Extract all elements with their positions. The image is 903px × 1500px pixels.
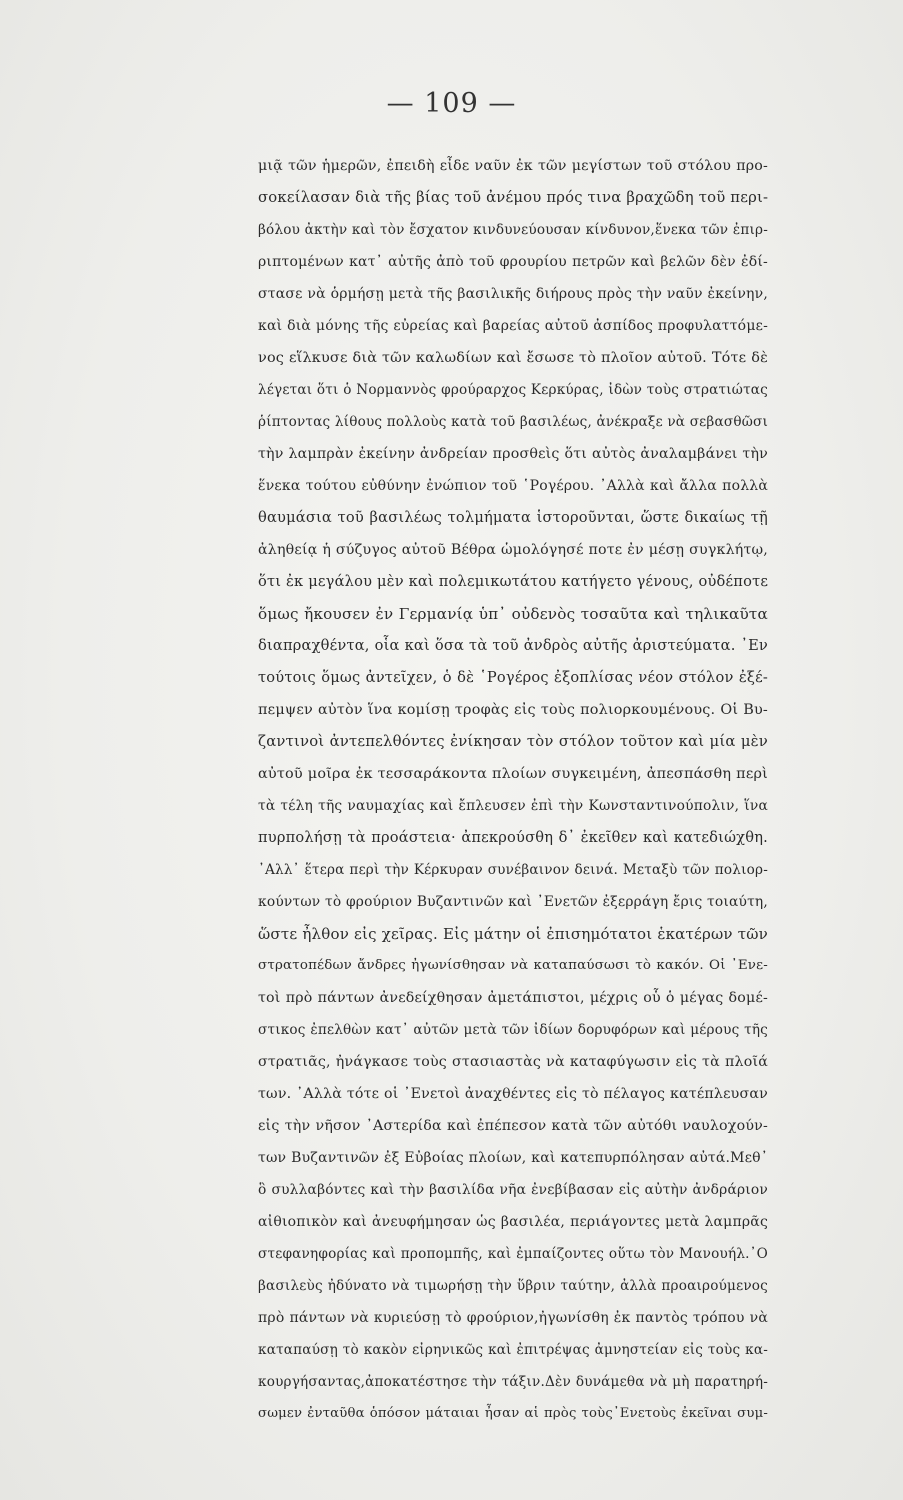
text-line: στρατοπέδων ἄνδρες ἠγωνίσθησαν νὰ καταπαύσωσι τὸ κακόν. Οἱ ᾽Ενε- [258,958,768,973]
text-line: σοκείλασαν διὰ τῆς βίας τοῦ ἀνέμου πρός τινα βραχῶδη τοῦ περι- [258,189,768,206]
text-line: εἰς τὴν νῆσον ᾽Αστερίδα καὶ ἐπέπεσον κατὰ τῶν αὐτόθι ναυλοχούν- [258,1118,768,1134]
text-line: νος εἵλκυσε διὰ τῶν καλωδίων καὶ ἔσωσε τὸ πλοῖον αὐτοῦ. Τότε δὲ [258,350,768,366]
text-line: τοὶ πρὸ πάντων ἀνεδείχθησαν ἀμετάπιστοι, μέχρις οὗ ὁ μέγας δομέ- [258,990,768,1006]
text-line: ᾽Αλλ᾽ ἕτερα περὶ τὴν Κέρκυραν συνέβαινον δεινά. Μεταξὺ τῶν πολιορ- [258,862,768,878]
text-line: σωμεν ἐνταῦθα ὁπόσον μάταιαι ἦσαν αἱ πρὸς τοὺς᾽Ενετοὺς ἐκεῖναι συμ- [258,1406,768,1421]
text-line: αἰθιοπικὸν καὶ ἀνευφήμησαν ὡς βασιλέα, περιάγοντες μετὰ λαμπρᾶς [258,1214,768,1230]
text-line: των. ᾽Αλλὰ τότε οἱ ᾽Ενετοὶ ἀναχθέντες εἰς τὸ πέλαγος κατέπλευσαν [258,1086,768,1102]
text-line: ἕνεκα τούτου εὐθύνην ἐνώπιον τοῦ ῾Ρογέρου. ᾽Αλλὰ καὶ ἄλλα πολλὰ [258,478,768,494]
text-line: τὴν λαμπρὰν ἐκείνην ἀνδρείαν προσθεὶς ὅτι αὐτὸς ἀναλαμβάνει τὴν [258,446,768,462]
text-line: τὰ τέλη τῆς ναυμαχίας καὶ ἔπλευσεν ἐπὶ τὴν Κωνσταντινούπολιν, ἵνα [258,798,768,814]
text-line: διαπραχθέντα, οἷα καὶ ὅσα τὰ τοῦ ἀνδρὸς αὐτῆς ἀριστεύματα. ᾽Εν [258,637,768,654]
text-line: πυρπολήσῃ τὰ προάστεια· ἀπεκρούσθη δ᾽ ἐκεῖθεν καὶ κατεδιώχθη. [258,829,768,846]
text-line: ὥστε ἦλθον εἰς χεῖρας. Εἰς μάτην οἱ ἐπισημότατοι ἑκατέρων τῶν [258,925,768,943]
text-line: ἀληθείᾳ ἡ σύζυγος αὐτοῦ Βέθρα ὡμολόγησέ ποτε ἐν μέσῃ συγκλήτῳ, [258,542,768,558]
text-line: πεμψεν αὐτὸν ἵνα κομίσῃ τροφὰς εἰς τοὺς πολιορκουμένους. Οἱ Βυ- [258,702,768,718]
text-line: ῥίπτοντας λίθους πολλοὺς κατὰ τοῦ βασιλέως, ἀνέκραξε νὰ σεβασθῶσι [258,414,768,430]
text-line: ριπτομένων κατ᾽ αὐτῆς ἀπὸ τοῦ φρουρίου πετρῶν καὶ βελῶν δὲν ἐδί- [258,254,768,270]
text-line: βασιλεὺς ἠδύνατο νὰ τιμωρήσῃ τὴν ὕβριν ταύτην, ἀλλὰ προαιρούμενος [258,1278,768,1294]
text-line: τούτοις ὅμως ἀντεῖχεν, ὁ δὲ ῾Ρογέρος ἐξοπλίσας νέον στόλον ἐξέ- [258,669,768,686]
text-line: μιᾷ τῶν ἡμερῶν, ἐπειδὴ εἶδε ναῦν ἐκ τῶν μεγίστων τοῦ στόλου προ- [258,158,768,174]
text-line: ὅμως ἤκουσεν ἐν Γερμανίᾳ ὑπ᾽ οὐδενὸς τοσαῦτα καὶ τηλικαῦτα [258,605,768,623]
text-line: στρατιᾶς, ἠνάγκασε τοὺς στασιαστὰς νὰ καταφύγωσιν εἰς τὰ πλοῖά [258,1054,768,1070]
text-line: λέγεται ὅτι ὁ Νορμαννὸς φρούραρχος Κερκύρας, ἰδὼν τοὺς στρατιώτας [258,382,768,398]
text-line: στικος ἐπελθὼν κατ᾽ αὐτῶν μετὰ τῶν ἰδίων δορυφόρων καὶ μέρους τῆς [258,1022,768,1038]
text-line: αὐτοῦ μοῖρα ἐκ τεσσαράκοντα πλοίων συγκειμένη, ἀπεσπάσθη περὶ [258,766,768,782]
text-line: ὃ συλλαβόντες καὶ τὴν βασιλίδα νῆα ἐνεβίβασαν εἰς αὐτὴν ἀνδράριον [258,1182,768,1198]
page-number: — 109 — [386,88,517,119]
text-line: στεφανηφορίας καὶ προπομπῆς, καὶ ἐμπαίζοντες οὕτω τὸν Μανουήλ.᾽Ο [258,1246,768,1262]
text-line: στασε νὰ ὁρμήσῃ μετὰ τῆς βασιλικῆς διήρους πρὸς τὴν ναῦν ἐκείνην, [258,286,768,302]
text-line: κούντων τὸ φρούριον Βυζαντινῶν καὶ ᾽Ενετῶν ἐξερράγη ἔρις τοιαύτη, [258,894,768,910]
text-line: θαυμάσια τοῦ βασιλέως τολμήματα ἱστοροῦνται, ὥστε δικαίως τῇ [258,509,768,526]
text-line: των Βυζαντινῶν ἐξ Εὐβοίας πλοίων, καὶ κατεπυρπόλησαν αὐτά.Μεθ᾽ [258,1150,768,1166]
text-line: βόλου ἀκτὴν καὶ τὸν ἔσχατον κινδυνεύουσαν κίνδυνον,ἕνεκα τῶν ἐπιρ- [258,222,768,238]
text-line: ὅτι ἐκ μεγάλου μὲν καὶ πολεμικωτάτου κατήγετο γένους, οὐδέποτε [258,573,768,590]
text-line: ζαντινοὶ ἀντεπελθόντες ἐνίκησαν τὸν στόλον τοῦτον καὶ μία μὲν [258,733,768,750]
text-line: καταπαύσῃ τὸ κακὸν εἰρηνικῶς καὶ ἐπιτρέψας ἀμνηστείαν εἰς τοὺς κα- [258,1342,768,1358]
text-line: κουργήσαντας,ἀποκατέστησε τὴν τάξιν.Δὲν δυνάμεθα νὰ μὴ παρατηρή- [258,1374,768,1390]
body-text [258,150,768,1430]
text-line: καὶ διὰ μόνης τῆς εὐρείας καὶ βαρείας αὐτοῦ ἀσπίδος προφυλαττόμε- [258,318,768,334]
text-line: πρὸ πάντων νὰ κυριεύσῃ τὸ φρούριον,ἠγωνίσθη ἐκ παντὸς τρόπου νὰ [258,1310,768,1326]
